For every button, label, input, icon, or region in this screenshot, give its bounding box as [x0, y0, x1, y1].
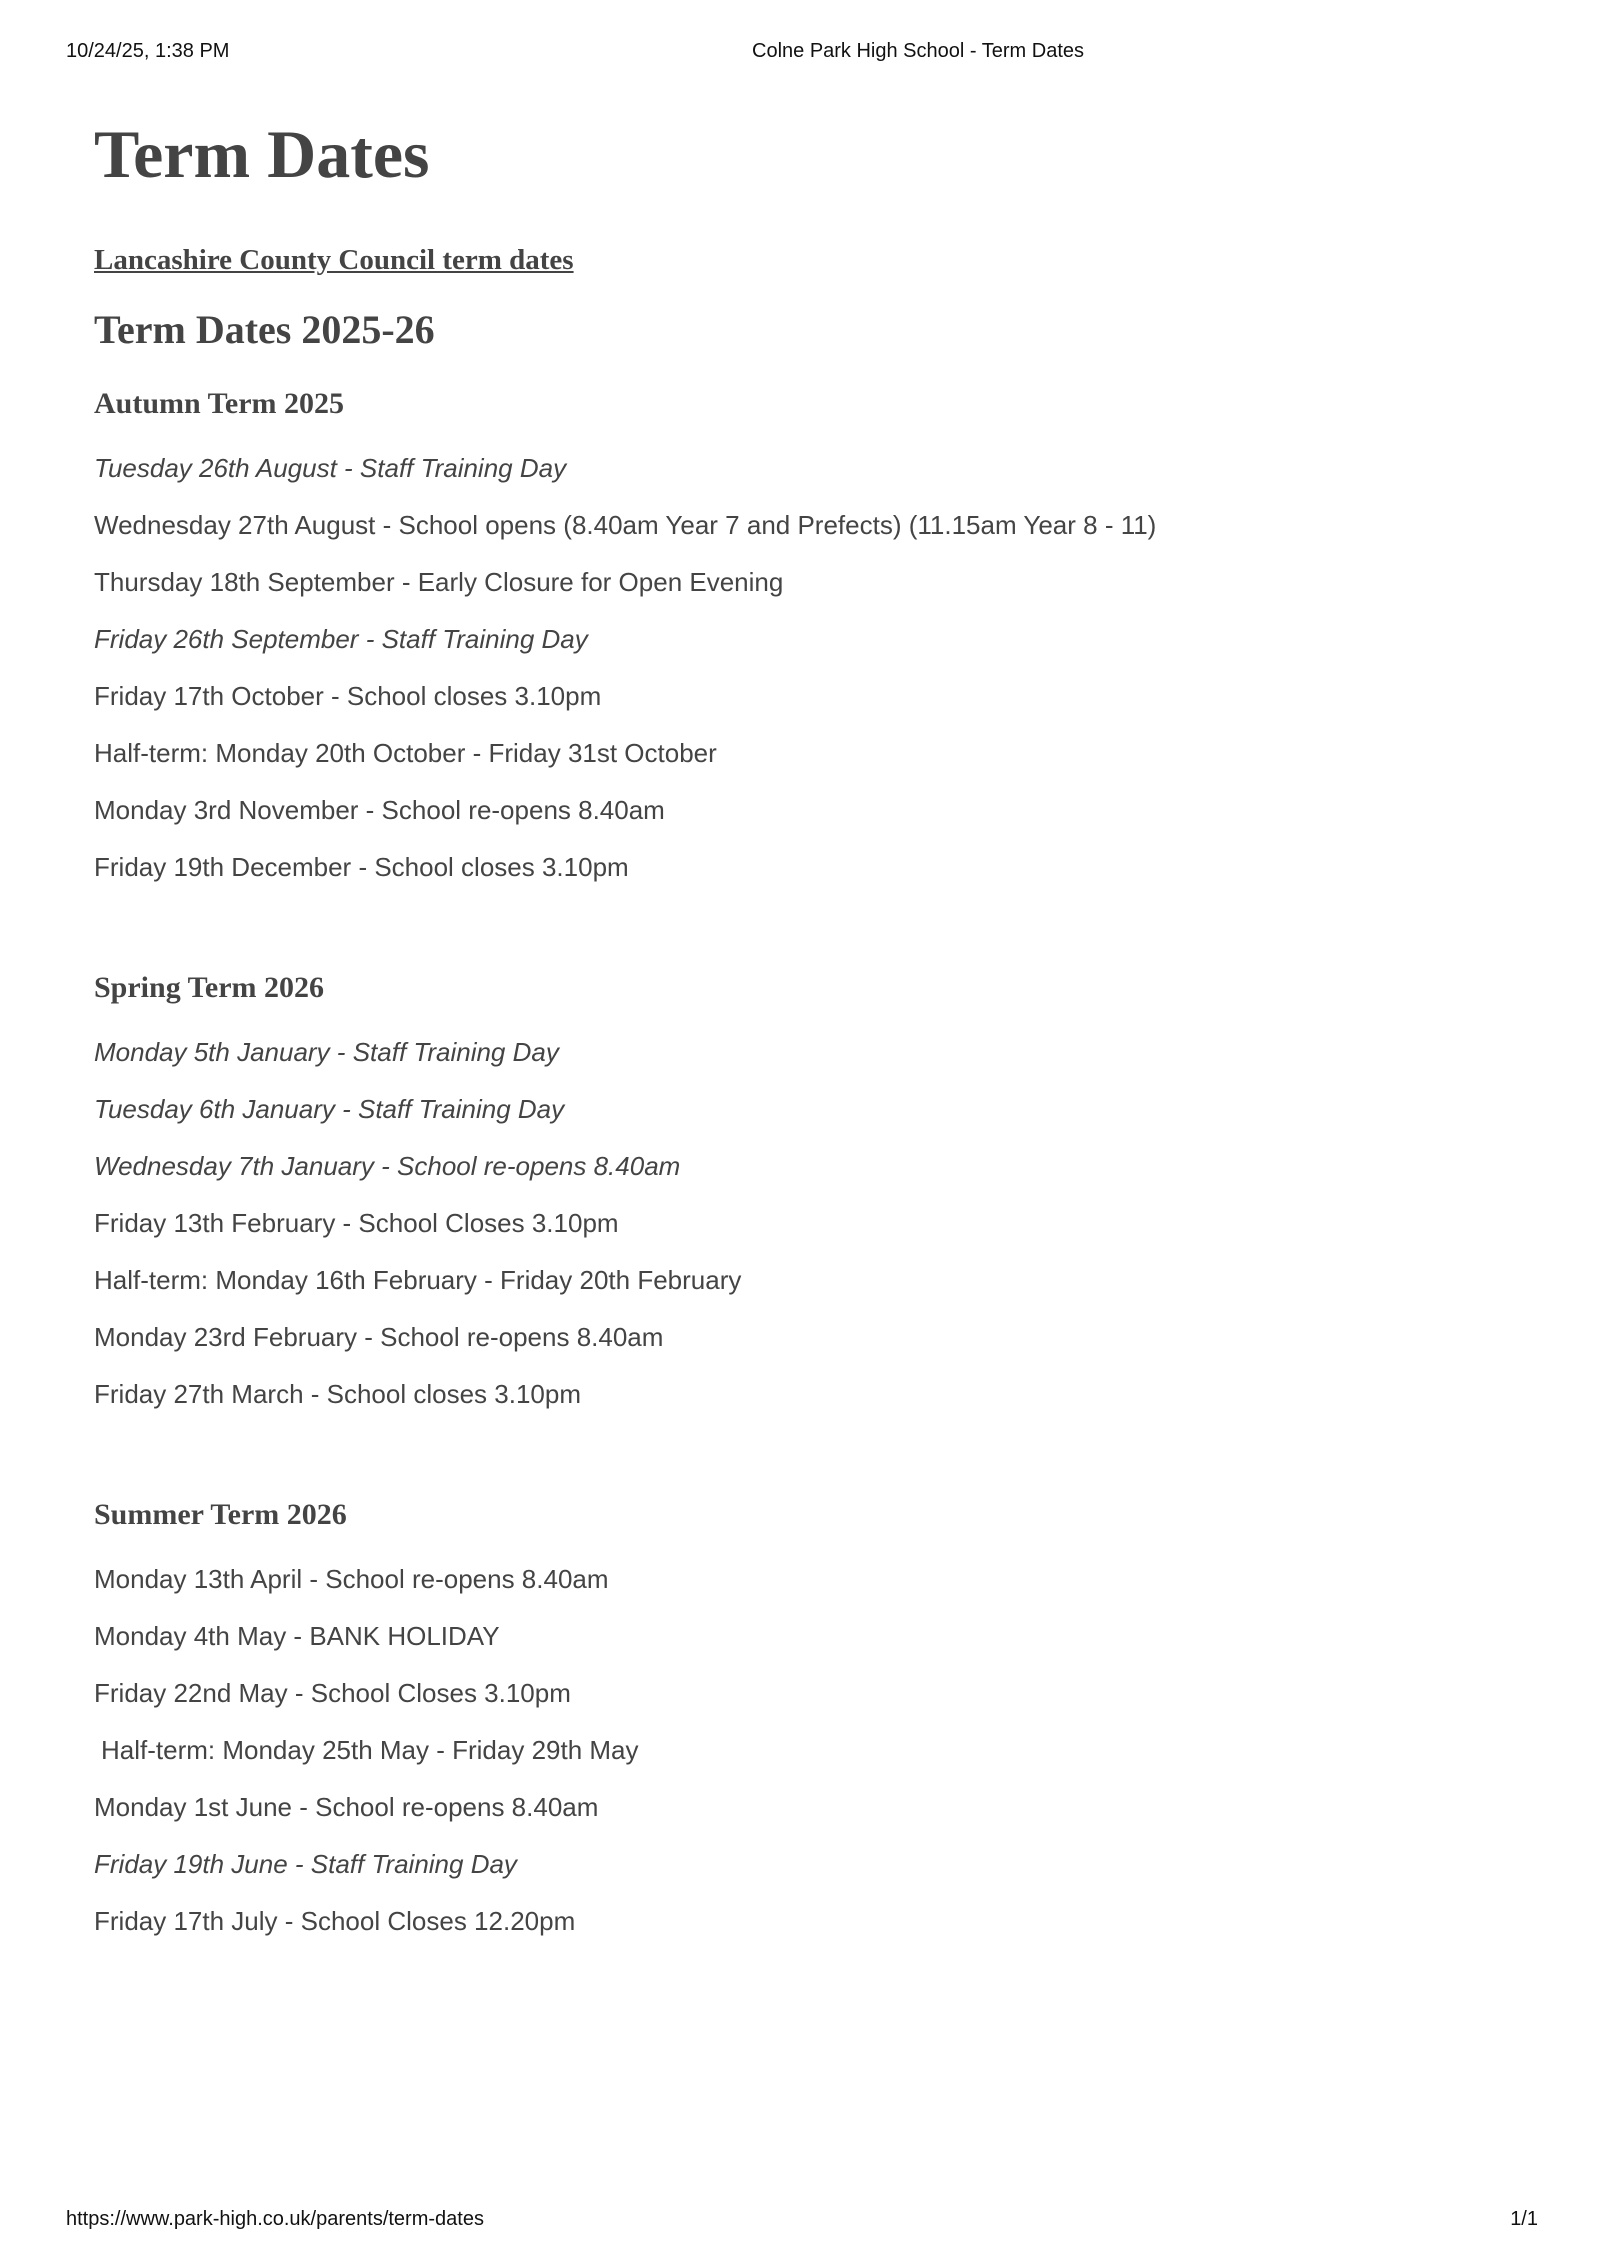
date-item: Tuesday 6th January - Staff Training Day: [94, 1094, 565, 1124]
print-page-count: 1/1: [1510, 2208, 1538, 2230]
date-item: Friday 17th July - School Closes 12.20pm: [94, 1906, 576, 1936]
date-item: Monday 23rd February - School re-opens 8.40am: [94, 1322, 664, 1352]
date-item: Wednesday 7th January - School re-opens 8.40am: [94, 1151, 681, 1181]
date-item: Monday 4th May - BANK HOLIDAY: [94, 1621, 500, 1651]
term-heading: Summer Term 2026: [94, 1498, 347, 1531]
council-term-dates-link[interactable]: Lancashire County Council term dates: [94, 244, 574, 276]
term-section-autumn: [94, 384, 1514, 896]
term-heading: Autumn Term 2025: [94, 387, 345, 420]
date-item: Half-term: Monday 20th October - Friday 31st October: [94, 738, 717, 768]
date-item: Friday 19th June - Staff Training Day: [94, 1849, 517, 1879]
date-item: Monday 5th January - Staff Training Day: [94, 1037, 559, 1067]
term-section-spring: [94, 968, 1514, 1423]
page-title: Term Dates: [94, 116, 430, 192]
print-page-title: Colne Park High School - Term Dates: [752, 40, 1084, 62]
date-item: Monday 1st June - School re-opens 8.40am: [94, 1792, 599, 1822]
date-item: Monday 13th April - School re-opens 8.40am: [94, 1564, 609, 1594]
date-item: Friday 13th February - School Closes 3.10pm: [94, 1208, 619, 1238]
date-item: Friday 26th September - Staff Training Day: [94, 624, 588, 654]
print-url: https://www.park-high.co.uk/parents/term-dates: [66, 2208, 484, 2230]
date-item: Thursday 18th September - Early Closure for Open Evening: [94, 567, 784, 597]
date-item: Half-term: Monday 25th May - Friday 29th May: [101, 1735, 639, 1765]
year-heading: Term Dates 2025-26: [94, 307, 435, 352]
date-list: [94, 440, 1514, 896]
date-list: [94, 1024, 1514, 1423]
date-item: Wednesday 27th August - School opens (8.40am Year 7 and Prefects) (11.15am Year 8 - 11): [94, 510, 1157, 540]
print-header: [0, 40, 1600, 68]
term-heading: Spring Term 2026: [94, 971, 325, 1004]
date-item: Friday 17th October - School closes 3.10pm: [94, 681, 602, 711]
main-content: [94, 110, 1514, 1950]
date-item: Tuesday 26th August - Staff Training Day: [94, 453, 567, 483]
date-list: [94, 1551, 1514, 1950]
print-footer: [0, 2208, 1600, 2236]
date-item: Friday 22nd May - School Closes 3.10pm: [94, 1678, 571, 1708]
date-item: Friday 27th March - School closes 3.10pm: [94, 1379, 581, 1409]
date-item: Monday 3rd November - School re-opens 8.40am: [94, 795, 665, 825]
date-item: Friday 19th December - School closes 3.10pm: [94, 852, 629, 882]
date-item: Half-term: Monday 16th February - Friday 20th February: [94, 1265, 742, 1295]
print-datetime: 10/24/25, 1:38 PM: [66, 40, 230, 62]
term-section-summer: [94, 1495, 1514, 1950]
